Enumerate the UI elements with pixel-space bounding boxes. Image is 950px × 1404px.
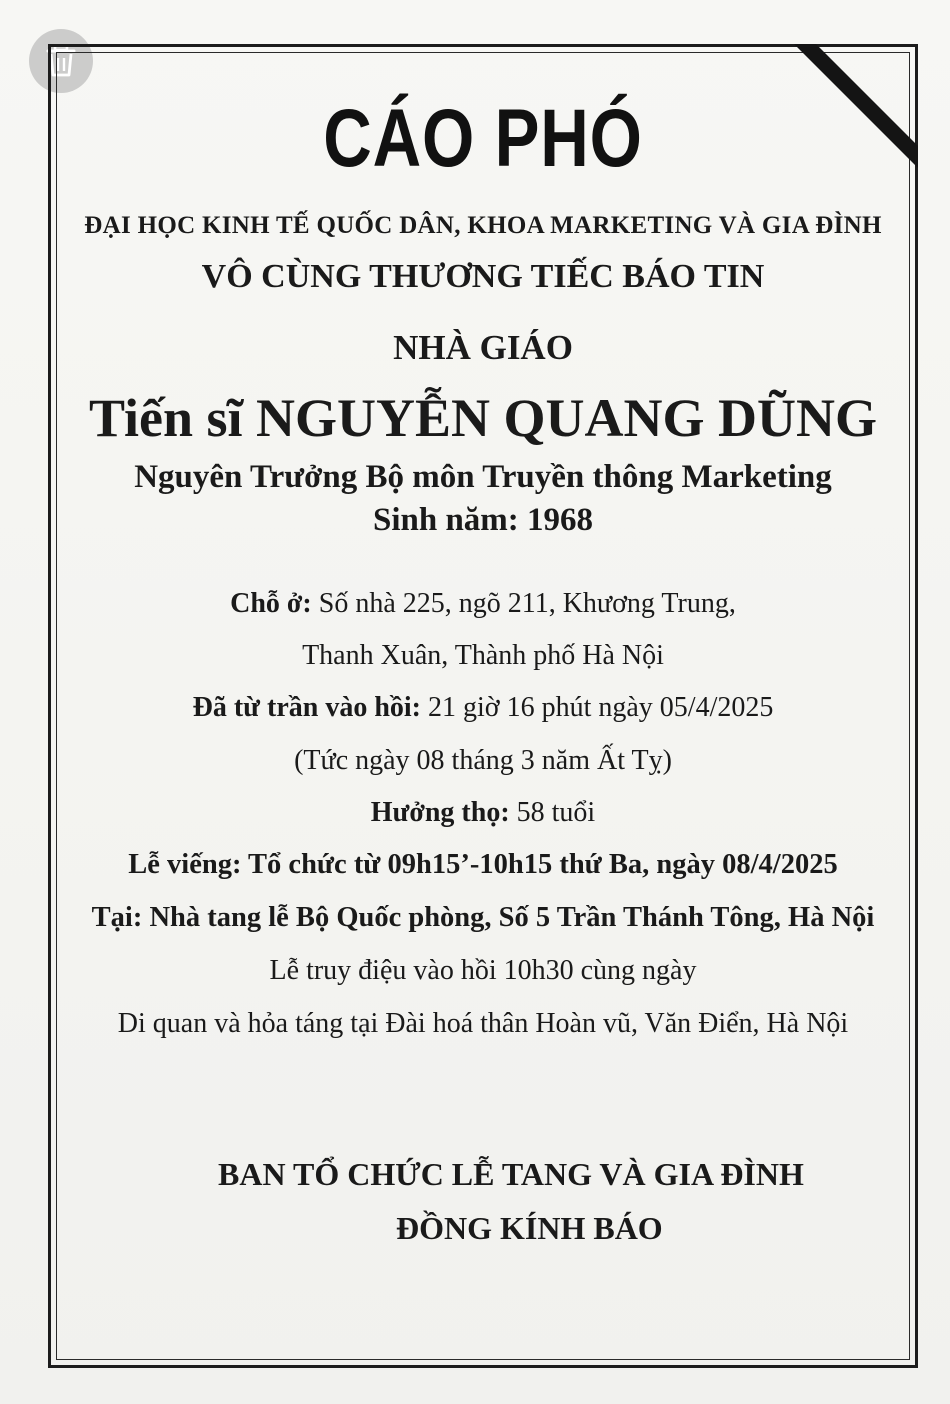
residence-value: Số nhà 225, ngõ 211, Khương Trung, <box>311 588 736 619</box>
death-time <box>56 692 910 724</box>
role-line: NHÀ GIÁO <box>393 328 573 367</box>
age-label: Hưởng thọ: <box>370 797 510 828</box>
memorial-line: Lễ truy điệu vào hồi 10h30 cùng ngày <box>269 955 697 986</box>
deceased-name: Tiến sĩ NGUYỄN QUANG DŨNG <box>88 388 878 448</box>
death-value: 21 giờ 16 phút ngày 05/4/2025 <box>421 692 774 723</box>
viewing-time: Lễ viếng: Tổ chức từ 09h15’-10h15 thứ Ba, ngày 08/4/2025 <box>128 849 838 880</box>
residence-label: Chỗ ở: <box>230 588 312 619</box>
death-label: Đã từ trần vào hồi: <box>192 692 421 723</box>
birth-year: Sinh năm: 1968 <box>372 502 594 538</box>
organization-line: ĐẠI HỌC KINH TẾ QUỐC DÂN, KHOA MARKETING VÀ GIA ĐÌNH <box>84 212 882 239</box>
signature-line-2: ĐỒNG KÍNH BÁO <box>396 1210 663 1246</box>
residence-line-1 <box>56 588 910 620</box>
venue-line: Tại: Nhà tang lễ Bộ Quốc phòng, Số 5 Trần Thánh Tông, Hà Nội <box>91 902 875 933</box>
notice-title: CÁO PHÓ <box>323 93 643 184</box>
age-value: 58 tuổi <box>509 797 596 828</box>
cremation-line: Di quan và hỏa táng tại Đài hoá thân Hoàn vũ, Văn Điển, Hà Nội <box>117 1008 849 1039</box>
former-position: Nguyên Trưởng Bộ môn Truyền thông Marketing <box>134 459 832 495</box>
age-line <box>56 797 910 829</box>
lunar-date: (Tức ngày 08 tháng 3 năm Ất Tỵ) <box>294 745 672 776</box>
residence-line-2: Thanh Xuân, Thành phố Hà Nội <box>302 640 664 671</box>
announcement-line: VÔ CÙNG THƯƠNG TIẾC BÁO TIN <box>201 258 765 295</box>
signature-line-1: BAN TỔ CHỨC LỄ TANG VÀ GIA ĐÌNH <box>218 1156 804 1192</box>
